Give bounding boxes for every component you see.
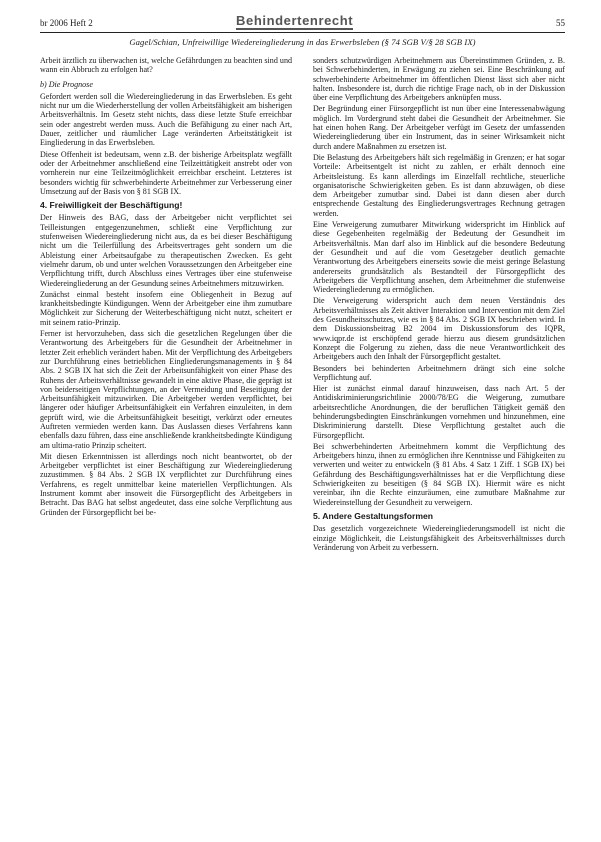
paragraph: Besonders bei behinderten Arbeitnehmern drängt sich eine solche Verpflichtung auf.: [313, 363, 565, 382]
section-heading: 4. Freiwilligkeit der Beschäftigung!: [40, 200, 183, 211]
paragraph: Gefordert werden soll die Wiedereingliederung in das Erwerbsleben. Es geht nicht nur um die Wiederherstellung der vollen Arbeitsfähigkeit am bisherigen Arbeitsverhältnis. Im Gesetz steht nichts, dass diese letzte Stufe erreichbar sein oder angestrebt werden muss. Auch die Befähigung zu einer nach Art, Dauer, zeitlicher und räumlicher Lage veränderten Arbeitstätigkeit ist Eingliederung in das Erwerbsleben.: [40, 91, 292, 148]
article-running-title: Gagel/Schian, Unfreiwillige Wiedereingliederung in das Erwerbsleben (§ 74 SGB V/§ 28 SGB IX): [129, 37, 476, 47]
paragraph: Hier ist zunächst einmal darauf hinzuweisen, dass nach Art. 5 der Antidiskriminierungsrichtlinie 2000/78/EG die Weigerung, zumutbare arbeitsrechtliche Anordnungen, die der beruflichen Tätigkeit gemäß den behinderungsbedingten Einschränkungen vornehmen und hinzunehmen, eine Diskriminierung darstellt. Diese Verpflichtung gestaltet auch die Fürsorgepflicht.: [313, 384, 565, 440]
paragraph: Mit diesen Erkenntnissen ist allerdings noch nicht beantwortet, ob der Arbeitgeber verpflichtet ist einer Beschäftigung zur Wiedereingliederung zuzustimmen. § 84 Abs. 2 SGB IX verpflichtet zur Durchführung eines Verfahrens, es regelt unmittelbar keine materiellen Verpflichtungen. Als Instrument kommt aber insoweit die Fürsorgepflicht des Arbeitgebers in Betracht. Das BAG hat selbst angedeutet, dass eine solche Verpflichtung aus Gründen der Fürsorgepflicht bei be-: [40, 451, 292, 517]
page-number: 55: [556, 18, 565, 28]
paragraph: Ferner ist hervorzuheben, dass sich die gesetzlichen Regelungen über die Verantwortung des Arbeitgebers für die Gesundheit der Arbeitnehmer in letzter Zeit erheblich verändert haben. Mit der Verpflichtung des Arbeitgebers zur Durchführung eines betrieblichen Eingliederungsmanagements in § 84 Abs. 2 SGB IX hat sich die Zeit der Arbeitsunfähigkeit von einer Phase des Ruhens der Arbeitsverhältnisse gewandelt in eine aktive Phase, die geprägt ist von beiderseitigen Verpflichtungen, an der Vermeidung und Beseitigung der Arbeitsunfähigkeit mitzuwirken. Die Arbeitgeber werden verpflichtet, bei längerer oder häufiger Arbeitsunfähigkeit ein Verfahren einzuleiten, in dem geprüft wird, wie die Arbeitsunfähigkeit beseitigt, verkürzt oder erneutes Auftreten vermieden werden kann. Das Auslassen dieses Verfahrens kann ebenfalls dazu führen, dass eine anschließende krankheitsbedingte Kündigung am ultima-ratio Prinzip scheitert.: [40, 329, 292, 450]
paragraph: Der Hinweis des BAG, dass der Arbeitgeber nicht verpflichtet sei Teilleistungen entgegenzunehmen, schließt eine Verpflichtung zur stufenweisen Wiedereingliederung nicht aus, da es bei dieser Beschäftigung nicht um die Teilerfüllung des Arbeitsvertrages geht sondern um die Ableistung einer Arbeitsaufgabe zu therapeutischen Zwecken. Es geht vielmehr darum, ob und unter welchen Voraussetzungen den Arbeitgeber eine Verpflichtung trifft, durch Abschluss eines Vertrages über eine stufenweise Wiedereingliederung an der Gesundung seines Arbeitnehmers mitzuwirken.: [40, 213, 292, 288]
section-heading: 5. Andere Gestaltungsformen: [313, 510, 434, 521]
paragraph: Diese Offenheit ist bedeutsam, wenn z.B. der bisherige Arbeitsplatz wegfällt oder der Arbeitnehmer anschließend eine Teilzeittätigkeit anstrebt oder von vornherein nur eine Teilzeitmöglichkeit erreichbar erscheint. Letzteres ist besonders wichtig für schwerbehinderte Arbeitnehmer zur Verbesserung einer Umsetzung auf der Basis von § 81 SGB IX.: [40, 149, 292, 196]
paragraph: Zunächst einmal besteht insofern eine Obliegenheit in Bezug auf krankheitsbedingte Kündigungen. Wenn der Arbeitgeber eine ihm zumutbare Möglichkeit zur Sicherung der Weiterbeschäftigung nicht nutzt, scheitert er mit seinem ratio-Prinzip.: [40, 289, 292, 327]
issue-label: br 2006 Heft 2: [40, 18, 93, 28]
paragraph: Eine Verweigerung zumutbarer Mitwirkung widerspricht im Hinblick auf diese Gegebenheiten regelmäßig der Bedeutung der Gesundheit im Arbeitsverhältnis. Man darf also im Hinblick auf die besondere Bedeutung der Gesundheit und auf die vom Gesetzgeber deutlich gemachte Verantwortung des Arbeitgebers einerseits sowie die meist geringe Belastung andererseits grundsätzlich als Bestandteil der Fürsorgepflicht des Arbeitgebers die Verpflichtung ansehen, dem Arbeitnehmer die stufenweise Wiedereingliederung zu ermöglichen.: [313, 220, 565, 295]
paragraph: Das gesetzlich vorgezeichnete Wiedereingliederungsmodell ist nicht die einzige Möglichkeit, die Leistungsfähigkeit des Arbeitsverhältnisses durch Veränderung von Arbeit zu verbessern.: [313, 524, 565, 552]
right-column: [313, 56, 565, 554]
paragraph: Bei schwerbehinderten Arbeitnehmern kommt die Verpflichtung des Arbeitgebers hinzu, ihnen zu ermöglichen ihre Kenntnisse und Fähigkeiten zu verwerten und weiter zu entwickeln (§ 81 Abs. 4 Satz 1 Ziff. 1 SGB IX) bei Gefährdung des Beschäftigungsverhältnisses hat er die Verpflichtung diese Schwierigkeiten zu beseitigen (§ 84 SGB IX). Hiermit wäre es nicht vereinbar, ihn die Rechte einzuräumen, eine zumutbare Maßnahme zur Wiedereinstellung der Gesundheit zu verweigern.: [313, 441, 565, 507]
paragraph: Die Belastung des Arbeitgebers hält sich regelmäßig in Grenzen; er hat sogar Vorteile: Arbeitsentgelt ist nicht zu zahlen, er erhält dennoch eine Arbeitsleistung. Es kann allerdings im Einzelfall rechtliche, steuerliche organisatorische Schwierigkeiten geben. Es ist dann abzuwägen, ob diese dem Arbeitgeber zumutbar sind. Dabei ist dann diesen aber durch entsprechende Gestaltung des Eingliederungsvertrages Rechnung getragen werden.: [313, 152, 565, 218]
running-header: [40, 12, 565, 33]
sub-heading: b) Die Prognose: [40, 79, 93, 89]
journal-title: Behindertenrecht: [236, 13, 354, 28]
paragraph: Arbeit ärztlich zu überwachen ist, welche Gefährdungen zu beachten sind und wann ein Abbruch zu erfolgen hat?: [40, 56, 292, 75]
paragraph: Die Verweigerung widerspricht auch dem neuen Verständnis des Arbeitsverhältnisses als Zeit aktiver Interaktion und Intervention mit dem Ziel des Gesundheitsschutzes, wie es in § 84 Abs. 2 SGB IX beschrieben wird. In dem Diskussionsbeitrag B2 2004 im Diskussionsforum des IQPR, www.iqpr.de ist erschöpfend gerade hierzu aus diesem grundsätzlichen Konzept die Folgerung zu ziehen, dass die neue Verantwortlichkeit des Arbeitgebers auch den Inhalt der Fürsorgepflicht gestaltet.: [313, 296, 565, 362]
paragraph: Der Begründung einer Fürsorgepflicht ist nun über eine Interessenabwägung möglich. Im Vordergrund steht dabei die Gesundheit der Arbeitnehmer. Sie hat einen hohen Rang. Der Arbeitgeber verfügt im Gesetz der umfassenden Wiedereingliederung über ein Instrument, das in seiner Wirksamkeit nicht durch andere Maßnahmen zu ersetzen ist.: [313, 104, 565, 151]
left-column: [40, 56, 292, 519]
paragraph: sonders schutzwürdigen Arbeitnehmern aus Übereinstimmen Gründen, z. B. bei Schwerbehinderten, in Erwägung zu ziehen sei. Eine Beschränkung auf schwerbehinderte Arbeitnehmer im öffentlichen Dienst lässt sich aber nicht halten. Insbesondere ist, durch die richtige Frage nach, ob in der Diskussion über eine Verpflichtung des Arbeitgebers anknüpfen muss.: [313, 56, 565, 103]
